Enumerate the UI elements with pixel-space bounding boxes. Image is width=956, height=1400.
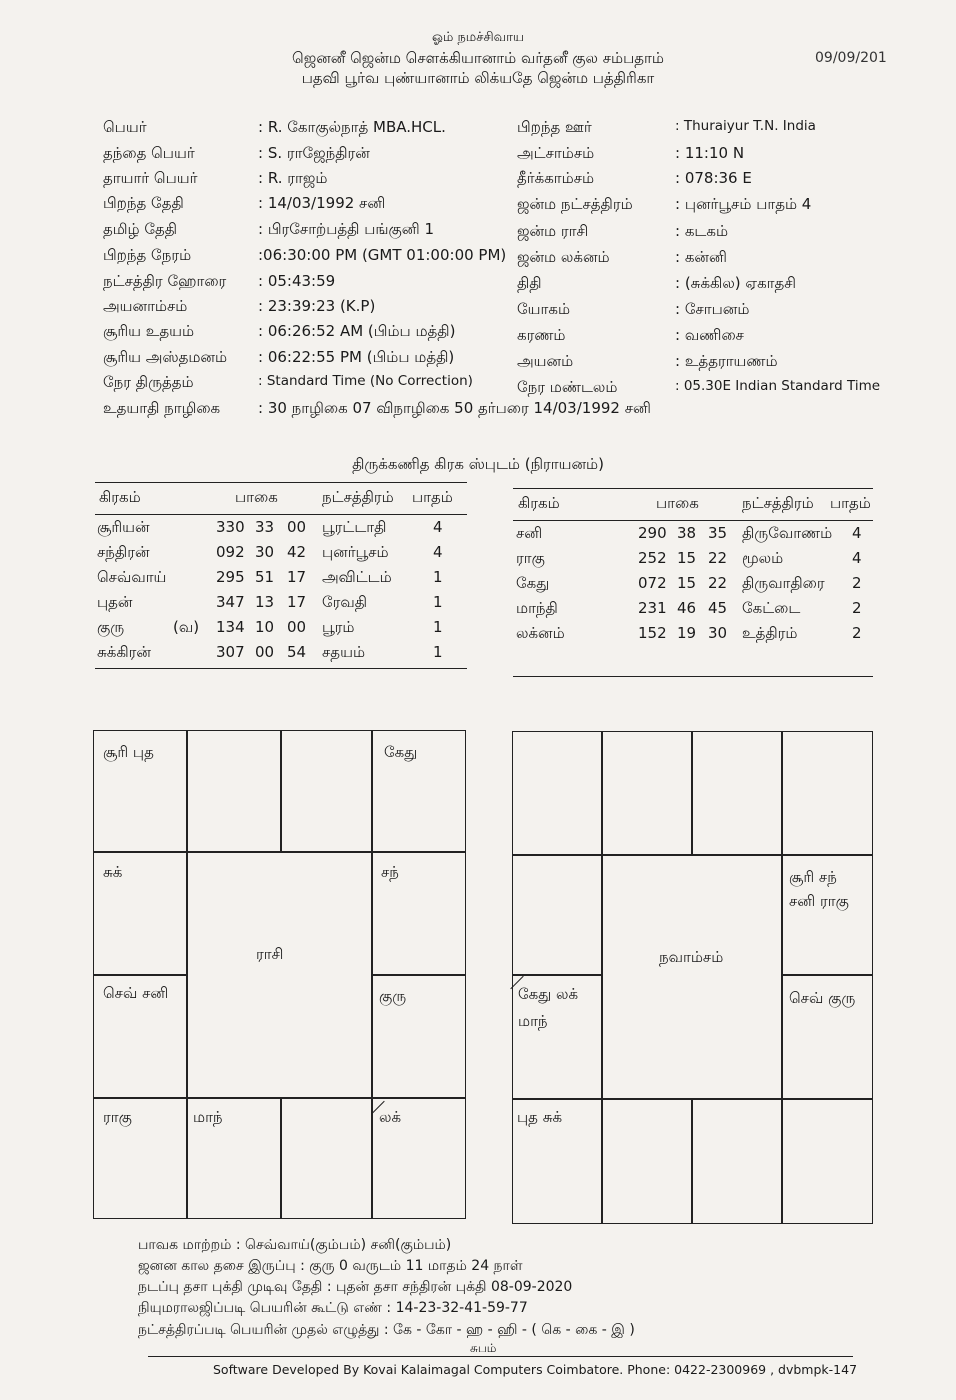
planet-degree: 347 [216,593,245,611]
planet-pada: 2 [852,574,862,592]
footer-rule [148,1356,853,1357]
sloka-line-2: பதவி பூர்வ புண்யானாம் லிக்யதே ஜென்ம பத்திரிகா [301,69,655,87]
table-top-rule-right [513,488,873,489]
planet-star: புனர்பூசம் [322,543,389,561]
info-value: : புனர்பூசம் பாதம் 4 [675,195,812,213]
house-capricorn: செவ் சனி [103,984,169,1002]
info-label: நட்சத்திர ஹோரை [103,272,227,290]
info-label: அயனம் [517,352,574,370]
info-label: உதயாதி நாழிகை [103,399,221,417]
house-leo: குரு [379,987,407,1005]
planet-pada: 1 [433,618,443,636]
col-header-star: நட்சத்திரம் [322,488,394,506]
info-label: தமிழ் தேதி [103,220,178,238]
grid-line [513,854,872,856]
planet-pada: 4 [852,549,862,567]
house-sagittarius: புத சுக் [517,1108,563,1126]
planet-degree: 290 [638,524,667,542]
col-header-star: நட்சத்திரம் [742,494,814,512]
info-value: : 06:26:52 AM (பிம்ப மத்தி) [258,322,456,340]
planet-degree: 330 [216,518,245,536]
planet-second: 00 [287,518,307,536]
col-header-planet: கிரகம் [99,488,141,506]
info-label: பிறந்த தேதி [103,194,184,212]
planet-degree: 307 [216,643,245,661]
house-virgo: லக் [379,1108,402,1126]
planet-minute: 19 [677,624,697,642]
info-label: சூரிய அஸ்தமனம் [103,348,228,366]
info-value: : பிரசோற்பத்தி பங்குனி 1 [258,220,435,238]
info-value: : 06:22:55 PM (பிம்ப மத்தி) [258,348,455,366]
name-first-letters: நட்சத்திரப்படி பெயரின் முதல் எழுத்து : கே - கோ - ஹ - ஹி - ( கெ - கை - இ ) [138,1322,635,1338]
planet-table-title: திருக்கணித கிரக ஸ்புடம் (நிராயனம்) [352,455,604,473]
planet-minute: 00 [255,643,275,661]
planet-star: சதயம் [322,643,366,661]
planet-star: பூரம் [322,618,355,636]
planet-minute: 15 [677,549,697,567]
grid-line [94,1097,465,1099]
planet-degree: 295 [216,568,245,586]
planet-minute: 33 [255,518,275,536]
planet-second: 22 [708,549,728,567]
planet-name: சுக்கிரன் [97,643,151,661]
planet-minute: 46 [677,599,697,617]
info-value: : 23:39:23 (K.P) [258,297,376,315]
info-value: : 14/03/1992 சனி [258,194,386,212]
house-capricorn-line2: மாந் [518,1012,548,1030]
planet-star: ரேவதி [322,593,368,611]
table-top-rule-left [95,482,467,483]
info-label: நேர மண்டலம் [517,378,618,396]
col-header-pada: பாதம் [830,494,871,512]
house-sagittarius: ராகு [103,1108,132,1126]
planet-name: மாந்தி [516,599,558,617]
planet-second: 54 [287,643,307,661]
grid-line [513,974,601,976]
house-gemini: கேது [384,743,418,761]
info-label: தந்தை பெயர் [103,144,195,162]
planet-degree: 152 [638,624,667,642]
grid-line [691,732,693,854]
info-label: நேர திருத்தம் [103,373,194,391]
planet-star: பூரட்டாதி [322,518,387,536]
house-scorpio: மாந் [193,1108,223,1126]
navamsa-chart-title: நவாம்சம் [659,948,724,966]
planet-minute: 30 [255,543,275,561]
grid-line [691,1098,693,1223]
grid-line [781,974,872,976]
planet-star: திருவோணம் [742,524,833,542]
grid-line [371,974,465,976]
current-dasa-bhukti: நடப்பு தசா புக்தி முடிவு தேதி : புதன் தசா சந்திரன் புக்தி 08-09-2020 [138,1279,573,1295]
info-label: திதி [517,274,542,292]
table-bottom-rule-right [513,676,873,677]
invocation-line: ஓம் நமச்சிவாய [431,30,525,45]
col-header-degree: பாகை [656,494,699,512]
planet-name: குரு [97,618,125,636]
rasi-chart-title: ராசி [256,945,284,963]
info-label: சூரிய உதயம் [103,322,195,340]
dasa-balance: ஜனன கால தசை இருப்பு : குரு 0 வருடம் 11 மாதம் 24 நாள் [138,1258,523,1274]
planet-name: செவ்வாய் [97,568,167,586]
bhava-change: பாவக மாற்றம் : செவ்வாய்(கும்பம்) சனி(கும்பம்) [138,1237,452,1253]
house-capricorn-line1: கேது லக் [518,985,579,1003]
planet-second: 22 [708,574,728,592]
house-pisces: சூரி புத [103,743,154,761]
planet-degree: 092 [216,543,245,561]
navamsa-chart [512,731,873,1224]
planet-name: சூரியன் [97,518,150,536]
house-cancer: சந் [381,863,399,881]
info-label: பிறந்த நேரம் [103,246,192,264]
planet-star: மூலம் [742,549,784,567]
info-value: : உத்தராயணம் [675,352,778,370]
info-value: : S. ராஜேந்திரன் [258,144,370,162]
house-aquarius: சுக் [103,863,123,881]
planet-name: கேது [516,574,550,592]
planet-pada: 4 [852,524,862,542]
col-header-pada: பாதம் [412,488,453,506]
planet-star: திருவாதிரை [742,574,825,592]
info-value: : சோபனம் [675,300,750,318]
info-value: : Standard Time (No Correction) [258,373,473,389]
info-label: தீர்க்காம்சம் [517,169,595,187]
planet-name: லக்னம் [516,624,565,642]
planet-minute: 51 [255,568,275,586]
planet-star: அவிட்டம் [322,568,392,586]
table-header-rule-left [95,514,467,515]
info-label: ஜன்ம நட்சத்திரம் [517,195,633,213]
subham-text: சுபம் [470,1341,497,1355]
planet-pada: 2 [852,599,862,617]
retro-marker: (வ) [173,618,200,636]
planet-second: 45 [708,599,728,617]
info-value: : கடகம் [675,222,729,240]
planet-second: 17 [287,568,307,586]
grid-line [280,731,282,851]
planet-second: 17 [287,593,307,611]
planet-pada: 4 [433,518,443,536]
planet-minute: 38 [677,524,697,542]
info-label: பெயர் [103,118,147,136]
info-label: கரணம் [517,326,566,344]
grid-line [94,974,186,976]
planet-name: சந்திரன் [97,543,150,561]
grid-line [513,1098,872,1100]
info-value: : 05.30E Indian Standard Time [675,378,881,394]
planet-second: 30 [708,624,728,642]
planet-second: 42 [287,543,307,561]
info-label: பிறந்த ஊர் [517,118,592,136]
table-header-rule-right [513,520,873,521]
info-value: : R. ராஜம் [258,169,328,187]
info-value: : 05:43:59 [258,272,336,290]
grid-line [601,732,603,1223]
planet-name: சனி [516,524,543,542]
info-value: :06:30:00 PM (GMT 01:00:00 PM) [258,246,507,264]
planet-pada: 1 [433,568,443,586]
info-value: : கன்னி [675,248,727,266]
planet-second: 00 [287,618,307,636]
info-value: : 30 நாழிகை 07 விநாழிகை 50 தர்பரை 14/03/1992 சனி [258,399,651,417]
col-header-planet: கிரகம் [518,494,560,512]
info-label: யோகம் [517,300,571,318]
info-label: அயனாம்சம் [103,297,188,315]
house-cancer-line2: சனி ராகு [789,892,849,910]
planet-degree: 072 [638,574,667,592]
house-cancer-line1: சூரி சந் [789,868,837,886]
planet-degree: 134 [216,618,245,636]
software-credit: Software Developed By Kovai Kalaimagal Computers Coimbatore. Phone: 0422-2300969 , dvbmpk-147 [213,1362,858,1377]
rasi-chart [93,730,466,1219]
info-value: : 11:10 N [675,144,745,162]
house-leo: செவ் குரு [789,989,856,1007]
date-stamp: 09/09/201 [815,50,887,66]
planet-minute: 13 [255,593,275,611]
info-label: தாயார் பெயர் [103,169,198,187]
info-value: : (சுக்கில) ஏகாதசி [675,274,797,292]
info-label: ஜன்ம லக்னம் [517,248,610,266]
planet-pada: 1 [433,643,443,661]
planet-degree: 231 [638,599,667,617]
planet-minute: 10 [255,618,275,636]
sloka-line-1: ஜெனனீ ஜென்ம சௌக்கியானாம் வர்தனீ குல சம்பதாம் [292,49,664,67]
planet-star: உத்திரம் [742,624,798,642]
grid-line [280,1097,282,1218]
planet-star: கேட்டை [742,599,801,617]
planet-pada: 4 [433,543,443,561]
col-header-degree: பாகை [235,488,278,506]
planet-name: ராகு [516,549,545,567]
planet-name: புதன் [97,593,133,611]
planet-pada: 1 [433,593,443,611]
planet-pada: 2 [852,624,862,642]
planet-second: 35 [708,524,728,542]
info-value: : R. கோகுல்நாத் MBA.HCL. [258,118,446,136]
info-label: அட்சாம்சம் [517,144,595,162]
table-bottom-rule-left [95,668,467,669]
grid-line [781,732,783,1223]
planet-minute: 15 [677,574,697,592]
numerology-number: நியுமராலஜிப்படி பெயரின் கூட்டு எண் : 14-23-32-41-59-77 [138,1300,528,1316]
info-value: : Thuraiyur T.N. India [675,118,816,134]
rasi-center-box [188,853,370,1096]
planet-degree: 252 [638,549,667,567]
info-value: : வணிசை [675,326,744,344]
info-value: : 078:36 E [675,169,752,187]
info-label: ஜன்ம ராசி [517,222,589,240]
